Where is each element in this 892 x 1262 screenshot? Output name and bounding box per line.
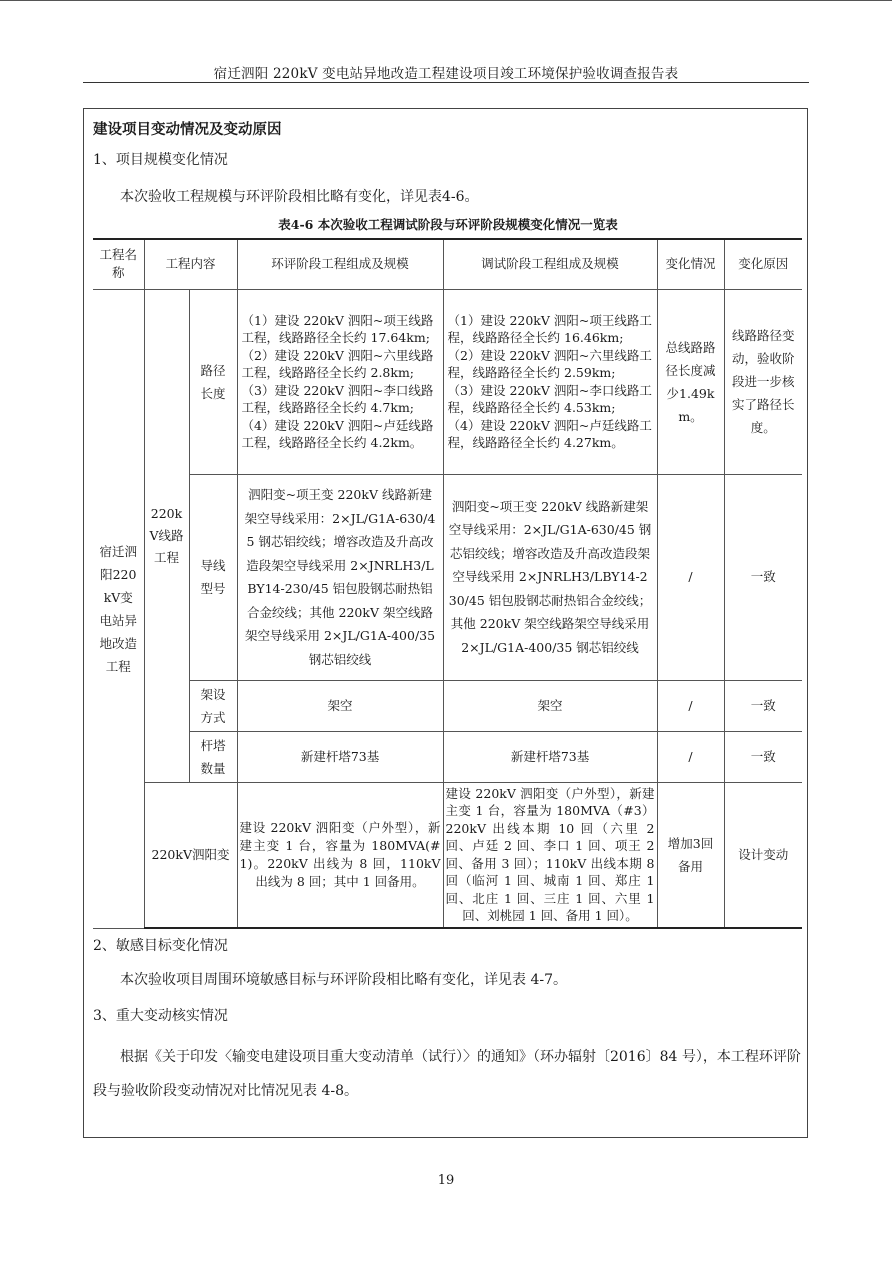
route-eia-line: （3）建设 220kV 泗阳~李口线路工程，线路路径全长约 4.7km; [241,382,434,415]
route-change-cell: 总线路路径长度减少1.49km。 [657,289,724,474]
header-content: 工程内容 [144,239,237,289]
method-eia-cell: 架空 [237,680,443,731]
table-caption: 表4-6 本次验收工程调试阶段与环评阶段规模变化情况一览表 [278,217,618,232]
table-row [93,680,802,731]
table-header-row [93,239,802,289]
conductor-change-cell: / [657,474,724,680]
substation-reason-cell: 设计变动 [724,782,802,928]
towers-item-cell: 杆塔数量 [189,731,237,782]
page-number: 19 [437,1173,455,1188]
towers-trial-cell: 新建杆塔73基 [443,731,657,782]
subheading-scale-change: 1、项目规模变化情况 [93,152,228,168]
project-name-cell: 宿迁泗阳220kV变电站异地改造工程 [93,289,144,928]
document-header-title: 宿迁泗阳 220kV 变电站异地改造工程建设项目竣工环境保护验收调查报告表 [213,66,679,82]
line-group-cell: 220kV线路工程 [144,289,189,782]
subheading-sensitive-targets: 2、敏感目标变化情况 [93,938,228,954]
method-change-cell: / [657,680,724,731]
method-item-cell: 架设方式 [189,680,237,731]
route-eia-cell [237,289,443,474]
scale-change-table [93,238,802,929]
route-eia-line: （4）建设 220kV 泗阳~卢廷线路工程，线路路径全长约 4.2km。 [241,417,434,450]
towers-reason-cell: 一致 [724,731,802,782]
section-heading: 建设项目变动情况及变动原因 [93,121,282,138]
header-divider [83,82,809,83]
method-trial-cell: 架空 [443,680,657,731]
route-eia-line: （2）建设 220kV 泗阳~六里线路工程，线路路径全长约 2.8km; [241,347,434,380]
table-row [93,731,802,782]
conductor-item-cell: 导线型号 [189,474,237,680]
route-trial-line: （3）建设 220kV 泗阳~李口线路工程，线路路径全长约 4.53km; [447,382,652,415]
route-trial-line: （4）建设 220kV 泗阳~卢廷线路工程，线路路径全长约 4.27km。 [447,417,652,450]
route-trial-line: （1）建设 220kV 泗阳~项王线路工程，线路路径全长约 16.46km; [447,312,652,345]
substation-change-cell: 增加3回备用 [657,782,724,928]
substation-item-cell: 220kV泗阳变 [144,782,237,928]
table-row [93,474,802,680]
header-change: 变化情况 [657,239,724,289]
paragraph-sensitive-intro: 本次验收项目周围环境敏感目标与环评阶段相比略有变化，详见表 4-7。 [120,972,567,988]
header-eia: 环评阶段工程组成及规模 [237,239,443,289]
paragraph-scale-intro: 本次验收工程规模与环评阶段相比略有变化，详见表4-6。 [120,189,479,205]
table-row [93,782,802,928]
substation-eia-cell: 建设 220kV 泗阳变（户外型），新建主变 1 台，容量为 180MVA(#1)。220kV 出线为 8 回，110kV 出线为 8 回；其中 1 回备用。 [237,782,443,928]
conductor-trial-cell: 泗阳变~项王变 220kV 线路新建架空导线采用：2×JL/G1A-630/45 钢芯铝绞线；增容改造及升高改造段架空导线采用 2×JNRLH3/LBY14-230/45 铝包股钢芯耐热铝合金绞线；其他 220kV 架空线路架空导线采用 2×JL/G1A-400/35 钢芯铝绞线 [443,474,657,680]
route-item-cell: 路径长度 [189,289,237,474]
conductor-eia-cell: 泗阳变~项王变 220kV 线路新建架空导线采用：2×JL/G1A-630/45 钢芯铝绞线；增容改造及升高改造段架空导线采用 2×JNRLH3/LBY14-230/45 铝包股钢芯耐热铝合金绞线；其他 220kV 架空线路架空导线采用 2×JL/G1A-400/35 钢芯铝绞线 [237,474,443,680]
route-eia-line: （1）建设 220kV 泗阳~项王线路工程，线路路径全长约 17.64km; [241,312,434,345]
substation-trial-cell: 建设 220kV 泗阳变（户外型），新建主变 1 台，容量为 180MVA（#3）220kV 出线本期 10 回（六里 2 回、卢廷 2 回、李口 1 回、项王 2 回、备用 3 回）；110kV 出线本期 8 回（临河 1 回、城南 1 回、郑庄 1 回、北庄 1 回、三庄 1 回、六里 1 回、刘桃园 1 回、备用 1 回）。 [443,782,657,928]
subheading-major-change: 3、重大变动核实情况 [93,1008,228,1024]
route-reason-cell: 线路路径变动，验收阶段进一步核实了路径长度。 [724,289,802,474]
table-row [93,289,802,474]
conductor-reason-cell: 一致 [724,474,802,680]
route-trial-line: （2）建设 220kV 泗阳~六里线路工程，线路路径全长约 2.59km; [447,347,652,380]
header-project-name: 工程名称 [93,239,144,289]
towers-eia-cell: 新建杆塔73基 [237,731,443,782]
paragraph-major-change: 根据《关于印发〈输变电建设项目重大变动清单（试行）〉的通知》（环办辐射〔2016〕84 号），本工程环评阶段与验收阶段变动情况对比情况见表 4-8。 [93,1049,801,1099]
header-trial: 调试阶段工程组成及规模 [443,239,657,289]
route-trial-cell [443,289,657,474]
header-reason: 变化原因 [724,239,802,289]
method-reason-cell: 一致 [724,680,802,731]
towers-change-cell: / [657,731,724,782]
top-rule [0,0,892,1]
